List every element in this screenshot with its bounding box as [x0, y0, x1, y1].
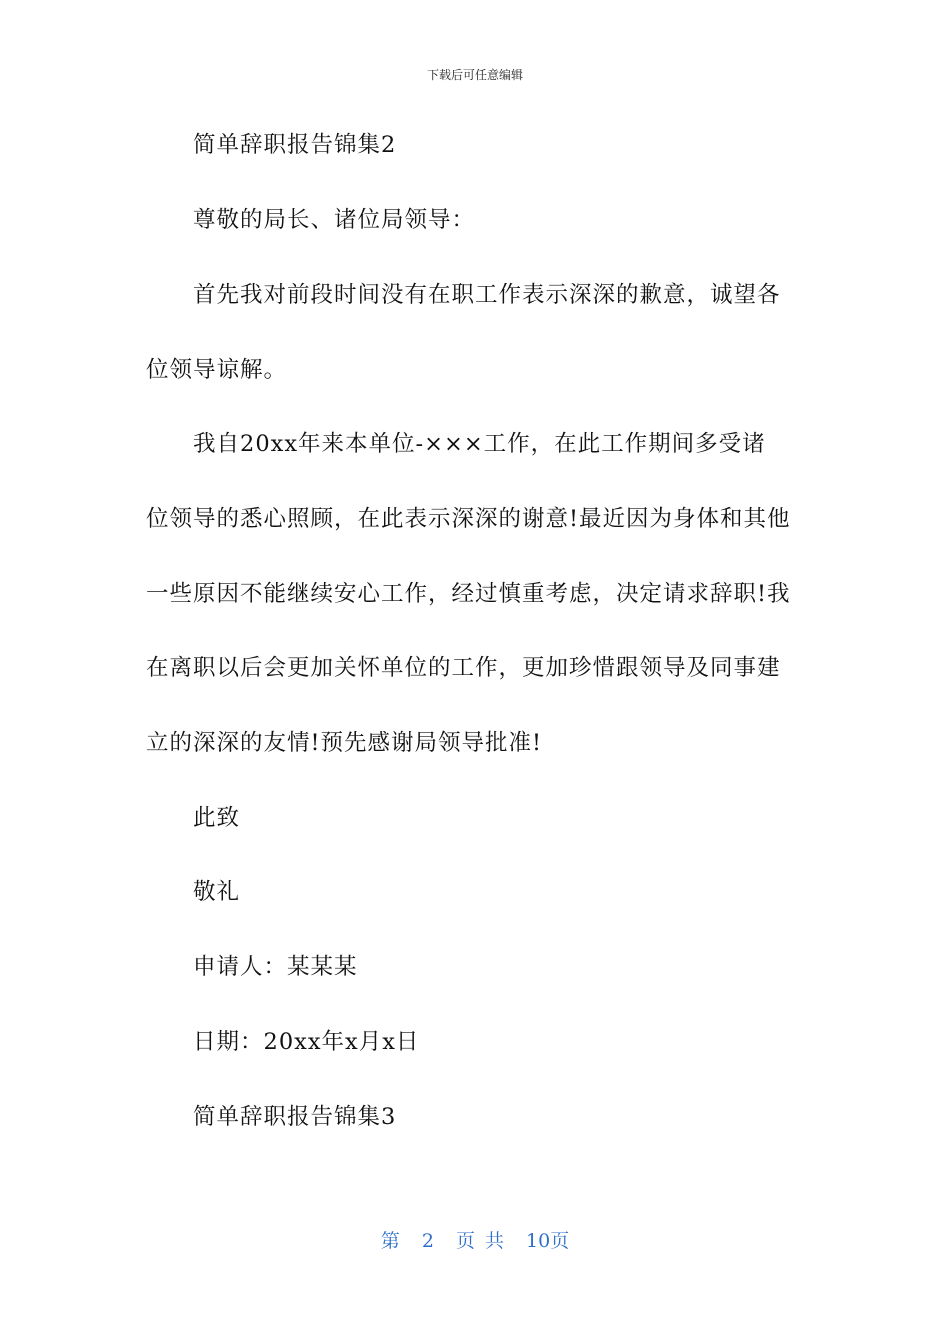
paragraph-line: 位领导的悉心照顾，在此表示深深的谢意!最近因为身体和其他 — [146, 506, 791, 532]
footer-total-pages: 10页 — [526, 1230, 570, 1252]
section-title: 简单辞职报告锦集3 — [193, 1104, 397, 1130]
paragraph-line: 在离职以后会更加关怀单位的工作，更加珍惜跟领导及同事建 — [146, 655, 781, 681]
header-note: 下载后可任意编辑 — [426, 68, 523, 82]
paragraph-line: 一些原因不能继续安心工作，经过慎重考虑，决定请求辞职!我 — [146, 581, 791, 607]
footer-current-page: 2 — [421, 1230, 434, 1252]
salutation: 尊敬的局长、诸位局领导： — [193, 207, 476, 233]
paragraph-line: 位领导谅解。 — [146, 357, 288, 383]
page-footer — [0, 1226, 950, 1253]
date-line: 日期：20xx年x月x日 — [193, 1029, 420, 1055]
footer-label-page: 第 — [380, 1230, 400, 1252]
applicant-line: 申请人：某某某 — [193, 954, 358, 980]
footer-label-of: 页 共 — [455, 1230, 504, 1252]
closing-line: 此致 — [193, 805, 241, 831]
paragraph-line: 我自20xx年来本单位-×××工作，在此工作期间多受诸 — [193, 431, 766, 457]
section-title: 简单辞职报告锦集2 — [193, 132, 397, 158]
closing-line: 敬礼 — [193, 879, 241, 905]
paragraph-line: 首先我对前段时间没有在职工作表示深深的歉意，诚望各 — [193, 282, 781, 308]
paragraph-line: 立的深深的友情!预先感谢局领导批准! — [146, 730, 543, 756]
